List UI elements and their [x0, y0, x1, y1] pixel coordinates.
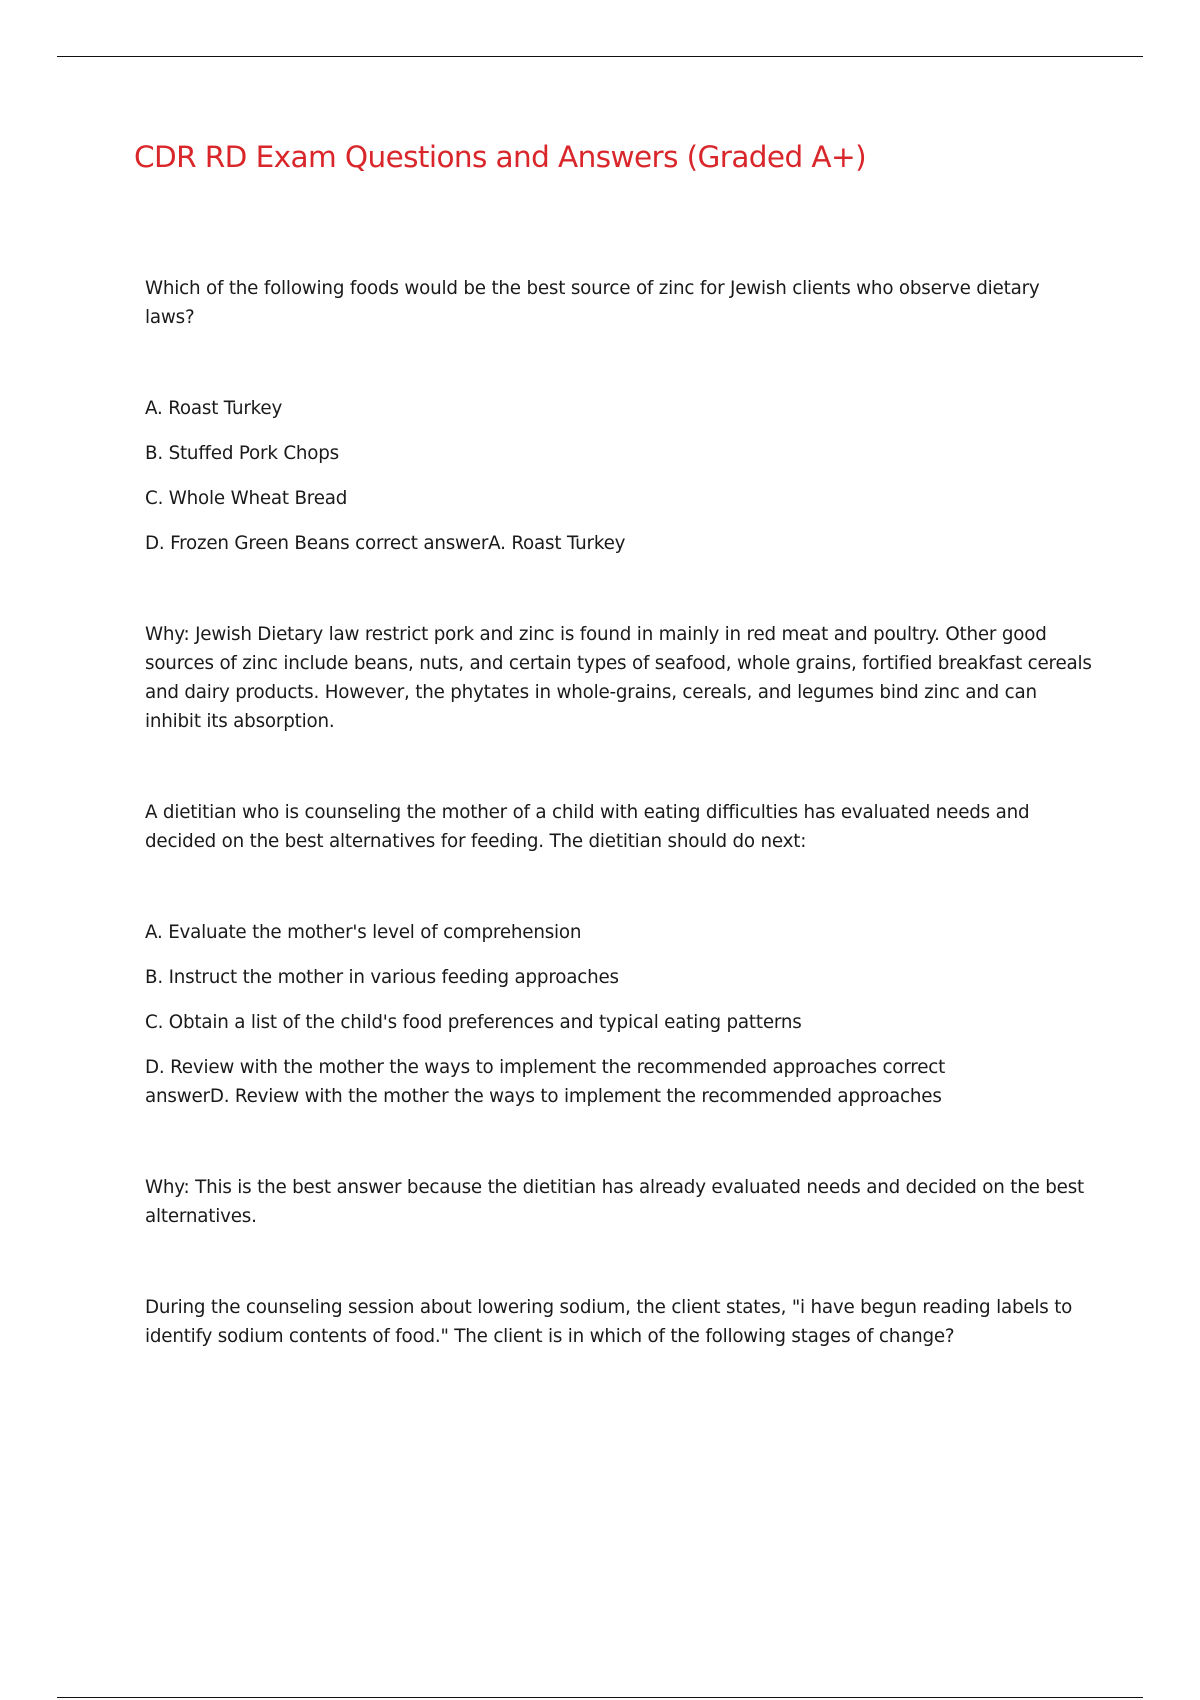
question-2-option-b: B. Instruct the mother in various feeding approaches — [145, 967, 619, 988]
question-2-option-d: D. Review with the mother the ways to implement the recommended approaches correct answerD. Review with the mother the ways to implement the recommended approaches — [145, 1057, 946, 1107]
question-1-option-d: D. Frozen Green Beans correct answerA. Roast Turkey — [145, 533, 626, 554]
question-2-option-a: A. Evaluate the mother's level of comprehension — [145, 922, 582, 943]
question-1-option-c: C. Whole Wheat Bread — [145, 488, 348, 509]
question-1-text: Which of the following foods would be the best source of zinc for Jewish clients who observe dietary laws? — [145, 278, 1040, 328]
question-2-option-c: C. Obtain a list of the child's food preferences and typical eating patterns — [145, 1012, 802, 1033]
document-title: CDR RD Exam Questions and Answers (Graded A+) — [134, 140, 866, 174]
question-1-option-b: B. Stuffed Pork Chops — [145, 443, 339, 464]
footer-rule — [57, 1697, 1143, 1698]
question-1-option-a: A. Roast Turkey — [145, 398, 283, 419]
header-rule — [57, 56, 1143, 57]
document-body — [145, 274, 1095, 1351]
question-3-text: During the counseling session about lowering sodium, the client states, "i have begun reading labels to identify sodium contents of food." The client is in which of the following stages of change? — [145, 1297, 1073, 1347]
question-2-explanation: Why: This is the best answer because the dietitian has already evaluated needs and decided on the best alternatives. — [145, 1177, 1085, 1227]
question-1-explanation: Why: Jewish Dietary law restrict pork and zinc is found in mainly in red meat and poultry. Other good sources of zinc include beans, nuts, and certain types of seafood, whole grains, fortified breakfast cereals and dairy products. However, the phytates in whole-grains, cereals, and legumes bind zinc and can inhibit its absorption. — [145, 624, 1092, 732]
question-2-text: A dietitian who is counseling the mother of a child with eating difficulties has evaluated needs and decided on the best alternatives for feeding. The dietitian should do next: — [145, 802, 1030, 852]
